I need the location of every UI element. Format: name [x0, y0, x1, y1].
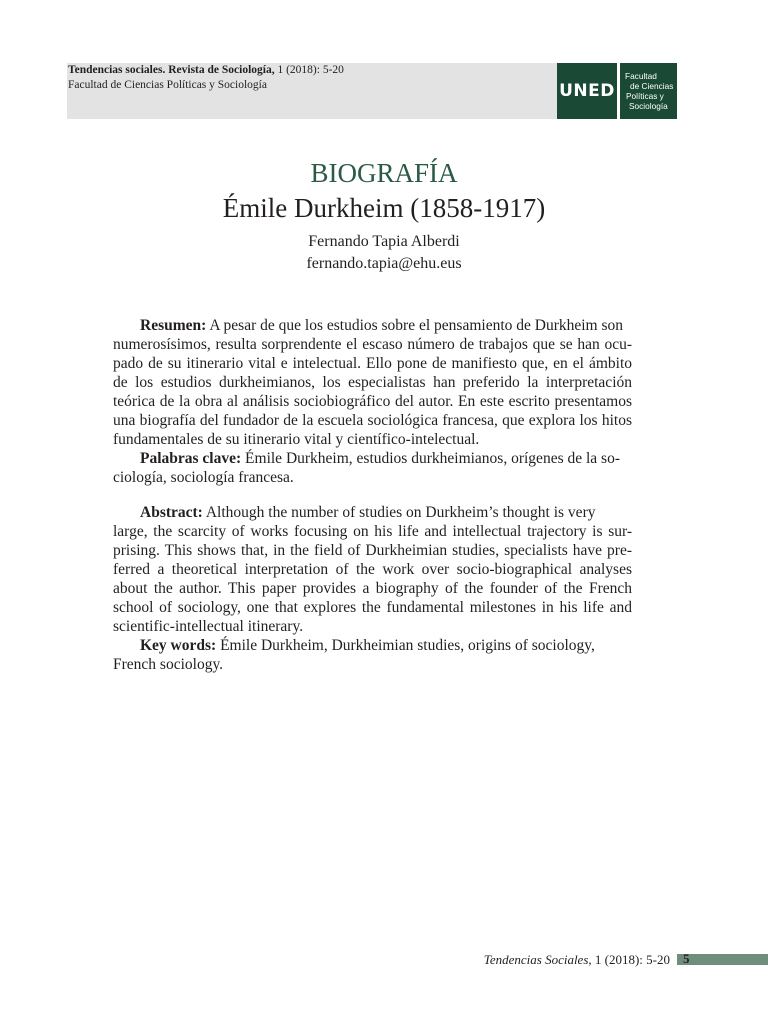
- faculty-logo-line: de Ciencias: [630, 81, 674, 91]
- abstract-paragraph: [113, 503, 632, 674]
- header-citation: [68, 63, 344, 77]
- key-words-line: French sociology.: [113, 656, 224, 673]
- uned-logo: [557, 63, 617, 119]
- abstract-line: prising. This shows that, in the field of Durkheimian studies, specialists have pre-: [113, 542, 632, 559]
- abstract-label: Abstract:: [140, 504, 203, 521]
- header-faculty: Facultad de Ciencias Políticas y Sociología: [68, 79, 267, 91]
- resumen-line: pado de su itinerario vital e intelectual. Ello pone de manifiesto que, en el ámbito: [113, 355, 632, 372]
- resumen-line: fundamentales de su itinerario vital y científico-intelectual.: [113, 431, 480, 448]
- abstract-line: scientific-intellectual itinerary.: [113, 618, 304, 635]
- key-words-line: [113, 636, 632, 655]
- palabras-clave-line: [113, 449, 632, 468]
- resumen-line: [113, 316, 632, 335]
- abstract-line: school of sociology, one that explores the fundamental milestones in his life and: [113, 599, 632, 616]
- author-name: Fernando Tapia Alberdi: [308, 233, 460, 250]
- abstract-line: about the author. This paper provides a biography of the founder of the French: [113, 580, 632, 597]
- abstract-line: large, the scarcity of works focusing on his life and intellectual trajectory is sur-: [113, 523, 632, 540]
- palabras-clave-text: Émile Durkheim, estudios durkheimianos, orígenes de la so-: [241, 450, 620, 467]
- article-title: Émile Durkheim (1858-1917): [222, 193, 546, 223]
- resumen-label: Resumen:: [140, 317, 207, 334]
- key-words-label: Key words:: [140, 637, 217, 654]
- abstract-line: [113, 503, 632, 522]
- faculty-logo-line: Políticas y: [626, 91, 664, 101]
- resumen-text: A pesar de que los estudios sobre el pensamiento de Durkheim son: [206, 317, 624, 334]
- section-title: BIOGRAFÍA: [310, 158, 458, 188]
- resumen-line: teórica de la obra al análisis sociobiográfico del autor. En este escrito presentamos: [113, 393, 632, 410]
- faculty-logo: [620, 63, 677, 119]
- journal-header: [67, 63, 557, 119]
- page-number-bar: [677, 951, 768, 966]
- abstract-text: Although the number of studies on Durkheim’s thought is very: [202, 504, 596, 521]
- abstract-line: ferred a theoretical interpretation of the work over socio-biographical analyses: [113, 561, 632, 578]
- resumen-line: una biografía del fundador de la escuela sociológica francesa, que explora los hitos: [113, 412, 632, 429]
- faculty-logo-line: Sociología: [629, 101, 668, 111]
- footer-citation: [360, 952, 670, 968]
- resumen-line: numerosísimos, resulta sorprendente el escaso número de trabajos que se han ocu-: [113, 336, 632, 353]
- footer-journal: Tendencias Sociales,: [483, 952, 592, 967]
- header-journal-title: Tendencias sociales. Revista de Sociología,: [68, 64, 275, 76]
- faculty-logo-line: Facultad: [625, 71, 657, 81]
- author-email[interactable]: fernando.tapia@ehu.eus: [306, 255, 462, 272]
- resumen-line: de los estudios durkheimianos, los especialistas han preferido la interpretación: [113, 374, 632, 391]
- palabras-clave-line: ciología, sociología francesa.: [113, 469, 294, 486]
- resumen-paragraph: [113, 316, 632, 487]
- footer-issue: 1 (2018): 5-20: [591, 952, 670, 967]
- header-issue: 1 (2018): 5-20: [274, 64, 344, 76]
- palabras-clave-label: Palabras clave:: [140, 450, 242, 467]
- key-words-text: Émile Durkheim, Durkheimian studies, origins of sociology,: [216, 637, 595, 654]
- uned-logo-text: UNED: [559, 81, 615, 101]
- page-number: 5: [683, 951, 690, 966]
